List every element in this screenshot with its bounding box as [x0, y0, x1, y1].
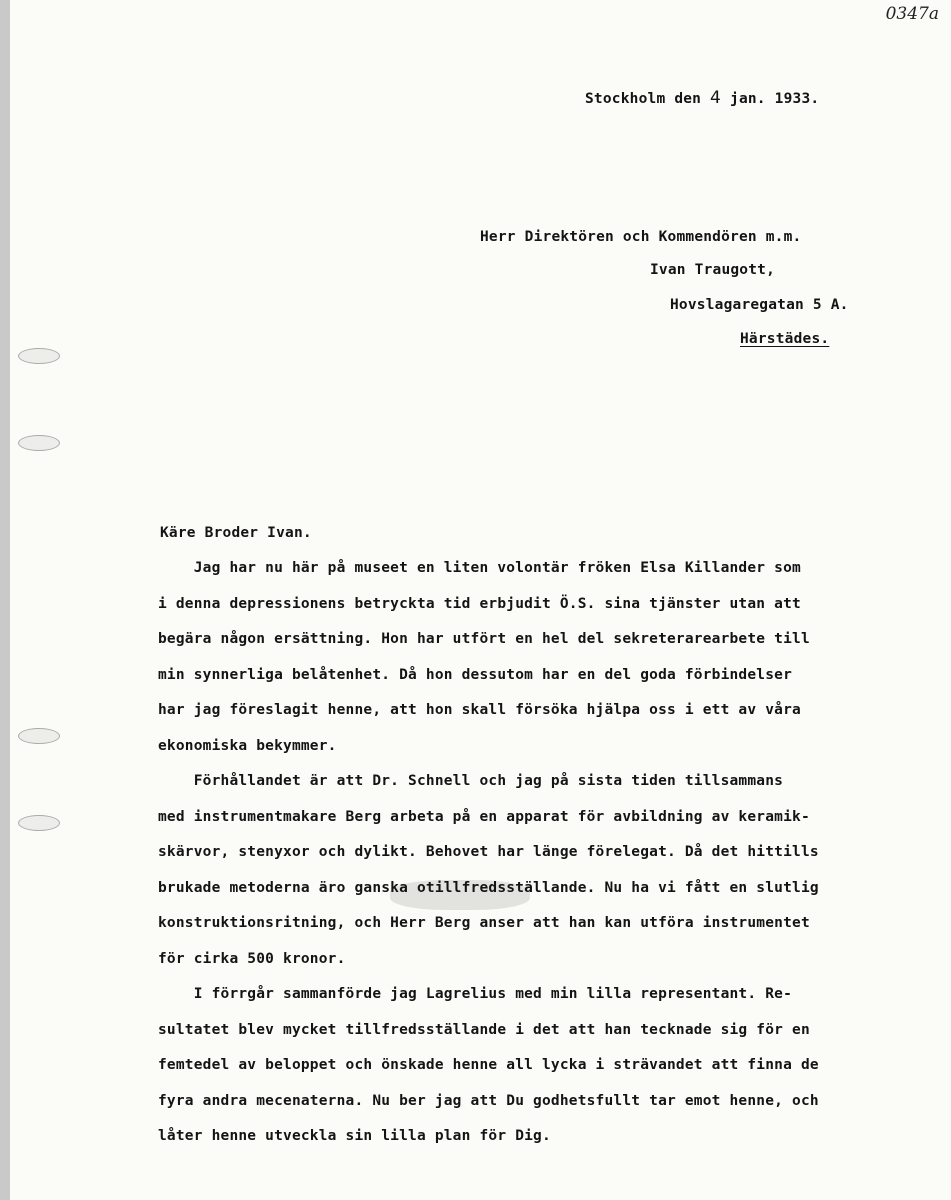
- archive-number: 0347a: [885, 4, 939, 24]
- punch-hole: [18, 348, 60, 364]
- body-line: begära någon ersättning. Hon har utfört en hel del sekreterarearbete till: [158, 631, 810, 647]
- letter-body: [158, 560, 948, 1164]
- body-line: Jag har nu här på museet en liten volontär fröken Elsa Killander som: [158, 560, 801, 576]
- dateline-month-year: jan. 1933.: [730, 91, 820, 107]
- recipient-name: Ivan Traugott,: [650, 262, 776, 278]
- dateline-den: den: [674, 91, 702, 107]
- body-line: min synnerliga belåtenhet. Då hon dessutom har en del goda förbindelser: [158, 666, 793, 683]
- body-line: fyra andra mecenaterna. Nu ber jag att Du godhetsfullt tar emot henne, och: [158, 1092, 819, 1109]
- body-line: I förrgår sammanförde jag Lagrelius med min lilla representant. Re-: [158, 986, 793, 1002]
- body-line: konstruktionsritning, och Herr Berg anser att han kan utföra instrumentet: [158, 915, 810, 931]
- body-line: femtedel av beloppet och önskade henne all lycka i strävandet att finna de: [158, 1057, 819, 1073]
- salutation: Käre Broder Ivan.: [160, 525, 312, 541]
- body-line: har jag föreslagit henne, att hon skall försöka hjälpa oss i ett av våra: [158, 702, 801, 718]
- letter-page: [10, 0, 951, 1200]
- punch-hole: [18, 435, 60, 451]
- dateline-place: Stockholm: [585, 91, 666, 107]
- body-line: Förhållandet är att Dr. Schnell och jag på sista tiden tillsammans: [158, 773, 784, 789]
- punch-hole: [18, 815, 60, 831]
- body-line: ekonomiska bekymmer.: [158, 737, 337, 754]
- body-line: med instrumentmakare Berg arbeta på en apparat för avbildning av keramik-: [158, 808, 810, 825]
- body-line: skärvor, stenyxor och dylikt. Behovet har länge förelegat. Då det hittills: [158, 844, 819, 860]
- recipient-city: Härstädes.: [740, 331, 830, 347]
- body-line: sultatet blev mycket tillfredsställande i det att han tecknade sig för en: [158, 1021, 810, 1038]
- body-line: i denna depressionens betryckta tid erbjudit Ö.S. sina tjänster utan att: [158, 595, 801, 612]
- dateline-day: 4: [710, 88, 722, 108]
- recipient-street: Hovslagaregatan 5 A.: [670, 297, 849, 313]
- punch-hole: [18, 728, 60, 744]
- dateline: [585, 88, 819, 108]
- body-line: för cirka 500 kronor.: [158, 950, 346, 967]
- recipient-title: Herr Direktören och Kommendören m.m.: [480, 229, 802, 245]
- body-line: låter henne utveckla sin lilla plan för Dig.: [158, 1128, 551, 1144]
- body-line: brukade metoderna äro ganska otillfredsställande. Nu ha vi fått en slutlig: [158, 879, 819, 896]
